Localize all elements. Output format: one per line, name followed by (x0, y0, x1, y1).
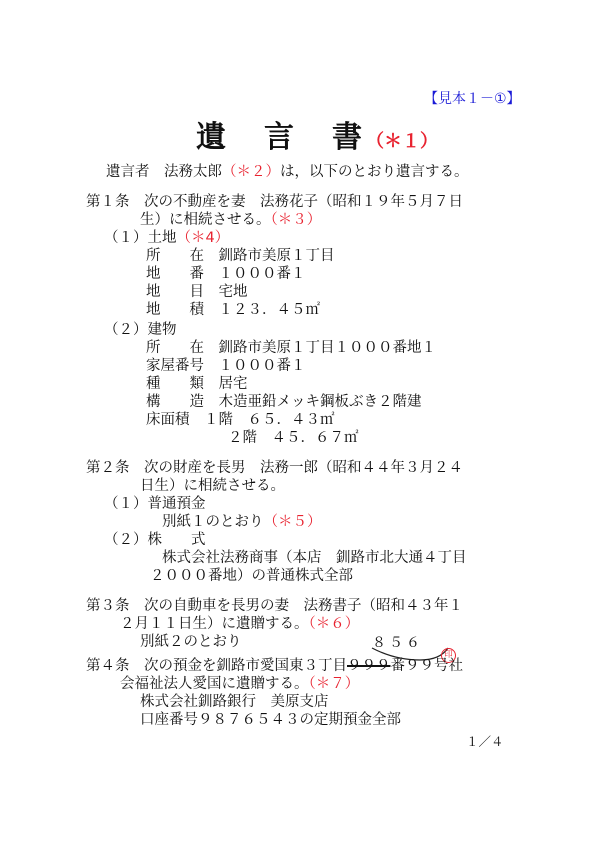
deposit-note: （＊５） (263, 514, 322, 530)
land-location: 所 在 釧路市美原１丁目 (146, 248, 335, 264)
intro-text-a: 遺言者 法務太郎 (106, 164, 222, 180)
building-type: 種 類 居宅 (146, 376, 248, 392)
sample-tag: 【見本１－①】 (424, 91, 521, 107)
art4-line1-text-b: 番９９号社 (390, 658, 463, 674)
art3-line1: 第３条 次の自動車を長男の妻 法務書子（昭和４３年１ (86, 598, 463, 614)
art4-note: （＊７） (308, 676, 360, 692)
art4-line4: 口座番号９８７６５４３の定期預金全部 (140, 712, 401, 728)
intro-note: （＊２） (222, 164, 280, 180)
stock-heading: （２）株 式 (104, 532, 206, 548)
land-category: 地 目 宅地 (146, 284, 248, 300)
correction-seal: 印 (441, 648, 456, 663)
intro-text-b: は，以下のとおり遺言する。 (280, 164, 469, 180)
stock-body-2: ２０００番地）の普通株式全部 (150, 568, 353, 584)
art1-line1: 第１条 次の不動産を妻 法務花子（昭和１９年５月７日 (86, 194, 463, 210)
art3-line2-text: ２月１１日生）に遺贈する。 (120, 616, 309, 632)
building-structure: 構 造 木造亜鉛メッキ鋼板ぶき２階建 (146, 394, 422, 410)
art2-line2: 日生）に相続させる。 (140, 478, 285, 494)
art3-line3: 別紙２のとおり (140, 634, 242, 650)
title-text: 遺 言 書 (196, 120, 366, 155)
art4-line2-text: 会福祉法人愛国に遺贈する。 (120, 676, 309, 692)
land-area: 地 積 １２３．４５㎡ (146, 302, 320, 318)
correction-number: ８５６ (372, 635, 423, 651)
art2-line1: 第２条 次の財産を長男 法務一郎（昭和４４年３月２４ (86, 460, 463, 476)
art1-line2-text: 生）に相続させる。 (140, 212, 271, 228)
art4-line1-text-a: 第４条 次の預金を釧路市愛国東３丁目 (86, 658, 347, 674)
land-note: （＊4） (176, 230, 230, 246)
deposit-body-text: 別紙１のとおり (162, 514, 264, 530)
art3-note: （＊６） (308, 616, 360, 632)
land-heading-text: （１）土地 (104, 230, 177, 246)
art4-line3: 株式会社釧路銀行 美原支店 (140, 694, 329, 710)
land-lot-number: 地 番 １０００番１ (146, 266, 306, 282)
building-heading: （２）建物 (104, 322, 177, 338)
stock-body-1: 株式会社法務商事（本店 釧路市北大通４丁目 (162, 550, 467, 566)
page-number: １／４ (466, 734, 504, 749)
art4-struck-number: ９９９ (347, 658, 391, 674)
building-floor-area-1: 床面積 １階 ６５．４３㎡ (146, 412, 335, 428)
building-location: 所 在 釧路市美原１丁目１０００番地１ (146, 340, 436, 356)
building-house-number: 家屋番号 １０００番１ (146, 358, 306, 374)
building-floor-area-2: ２階 ４５．６７㎡ (228, 430, 359, 446)
deposit-heading: （１）普通預金 (104, 496, 206, 512)
document-title (196, 112, 438, 156)
title-note: （＊１） (366, 131, 438, 152)
art1-note: （＊３） (270, 212, 322, 228)
intro-line (106, 160, 469, 181)
